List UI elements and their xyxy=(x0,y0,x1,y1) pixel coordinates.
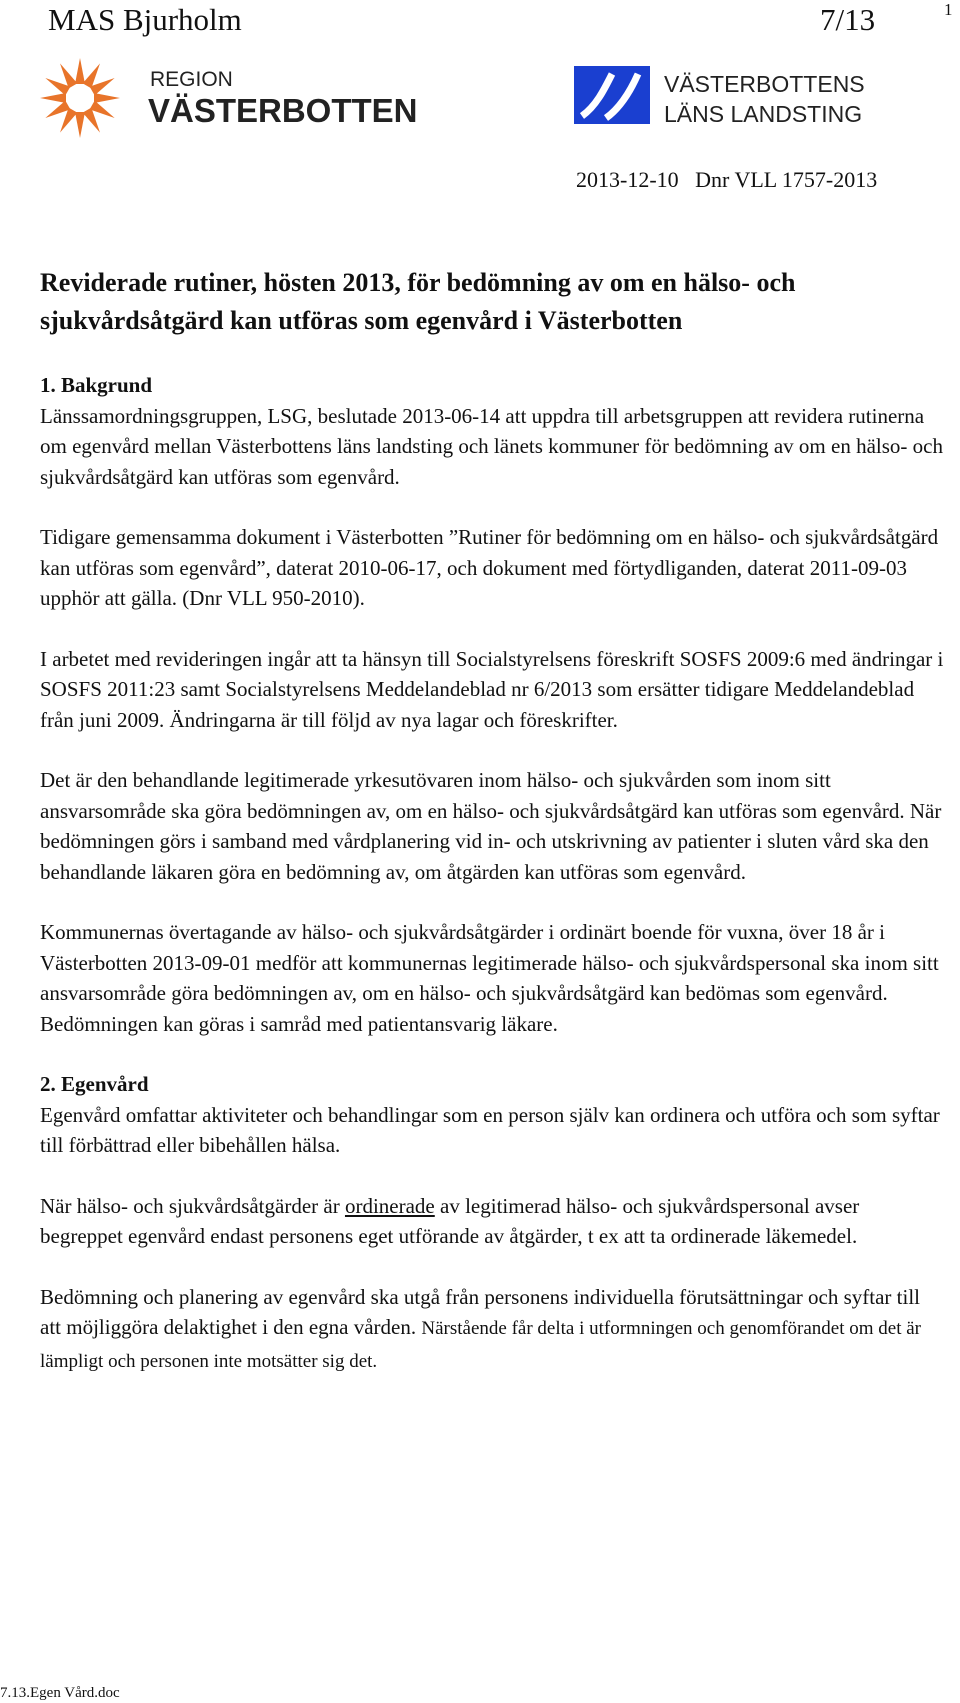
sun-emblem-icon xyxy=(38,56,418,140)
paragraph-text: av legitimerad hälso- och sjukvårdspersonal avser begreppet egenvård endast personens eget utförande av åtgärder, t ex att ta ordinerade läkemedel. xyxy=(40,1193,860,1248)
paragraph: Egenvård omfattar aktiviteter och behandlingar som en person själv kan ordinera och utföra och som syftar till förbättrad eller bibehållen hälsa. xyxy=(40,1102,940,1157)
logo-right-line2: LÄNS LANDSTING xyxy=(664,101,863,127)
underlined-term: ordinerade xyxy=(344,1193,435,1218)
paragraph-text: Bedömning och planering av egenvård ska utgå från personens individuella förutsättningar och syftar till att möjliggöra delaktighet i den egna vården. xyxy=(40,1284,921,1339)
page-number: 1 xyxy=(944,0,953,19)
vll-emblem-icon xyxy=(574,66,914,130)
region-vasterbotten-logo xyxy=(38,56,418,140)
document-dnr: Dnr VLL 1757-2013 xyxy=(695,167,878,192)
document-reference xyxy=(576,166,877,194)
logo-right-line1: VÄSTERBOTTENS xyxy=(664,71,865,97)
paragraph: Det är den behandlande legitimerade yrkesutövaren inom hälso- och sjukvården som inom sitt ansvarsområde ska göra bedömningen av, om en hälso- och sjukvårdsåtgärd kan utföras som egenvård. När bedömningen görs i samband med vårdplanering vid in- och utskrivning av patienter i sluten vård ska den behandlande läkaren göra en bedömning av, om åtgärden kan utföras som egenvård. xyxy=(40,768,942,884)
document-body xyxy=(40,370,945,1407)
paragraph-text: När hälso- och sjukvårdsåtgärder är xyxy=(40,1193,345,1218)
paragraph: I arbetet med revideringen ingår att ta hänsyn till Socialstyrelsens föreskrift SOSFS 2009:6 med ändringar i SOSFS 2011:23 samt Socialstyrelsens Meddelandeblad nr 6/2013 som ersätter tidigare Meddelandeblad från juni 2009. Ändringarna är till följd av nya lagar och föreskrifter. xyxy=(40,646,944,732)
header-title: MAS Bjurholm xyxy=(48,2,242,37)
vll-logo xyxy=(574,66,914,130)
section-egenvard xyxy=(40,1069,945,1161)
header-page-fraction: 7/13 xyxy=(820,2,876,37)
paragraph: Länssamordningsgruppen, LSG, beslutade 2013-06-14 att uppdra till arbetsgruppen att revidera rutinerna om egenvård mellan Västerbottens läns landsting och länets kommuner för bedömning av om en hälso- och sjukvårdsåtgärd kan utföras som egenvård. xyxy=(40,403,943,489)
section-heading: 2. Egenvård xyxy=(40,1072,149,1096)
paragraph-ordinerade xyxy=(40,1191,945,1252)
logo-left-line2: VÄSTERBOTTEN xyxy=(148,92,418,129)
section-heading: 1. Bakgrund xyxy=(40,373,153,397)
document-title: Reviderade rutiner, hösten 2013, för bedömning av om en hälso- och sjukvårdsåtgärd kan utföras som egenvård i Västerbotten xyxy=(40,268,796,335)
paragraph: Tidigare gemensamma dokument i Västerbotten ”Rutiner för bedömning om en hälso- och sjukvårdsåtgärd kan utföras som egenvård”, daterat 2010-06-17, och dokument med förtydliganden, daterat 2011-09-03 upphör att gälla. (Dnr VLL 950-2010). xyxy=(40,525,939,610)
paragraph-small-text: Närstående får delta i utformningen och genomförandet om det är lämpligt och personen inte motsätter sig det. xyxy=(40,1318,921,1372)
document-date: 2013-12-10 xyxy=(576,167,679,192)
paragraph: Kommunernas övertagande av hälso- och sjukvårdsåtgärder i ordinärt boende för vuxna, över 18 år i Västerbotten 2013-09-01 medför att kommunernas legitimerade hälso- och sjukvårdspersonal ska inom sitt ansvarsområde göra bedömningen av, om en hälso- och sjukvårdsåtgärd kan bedömas som egenvård. Bedömningen kan göras i samråd med patientansvarig läkare. xyxy=(40,920,939,1036)
logo-left-line1: REGION xyxy=(150,68,233,91)
footer-filename: 7.13.Egen Vård.doc xyxy=(0,1685,120,1701)
paragraph-bedomning xyxy=(40,1282,945,1378)
section-bakgrund xyxy=(40,370,945,492)
